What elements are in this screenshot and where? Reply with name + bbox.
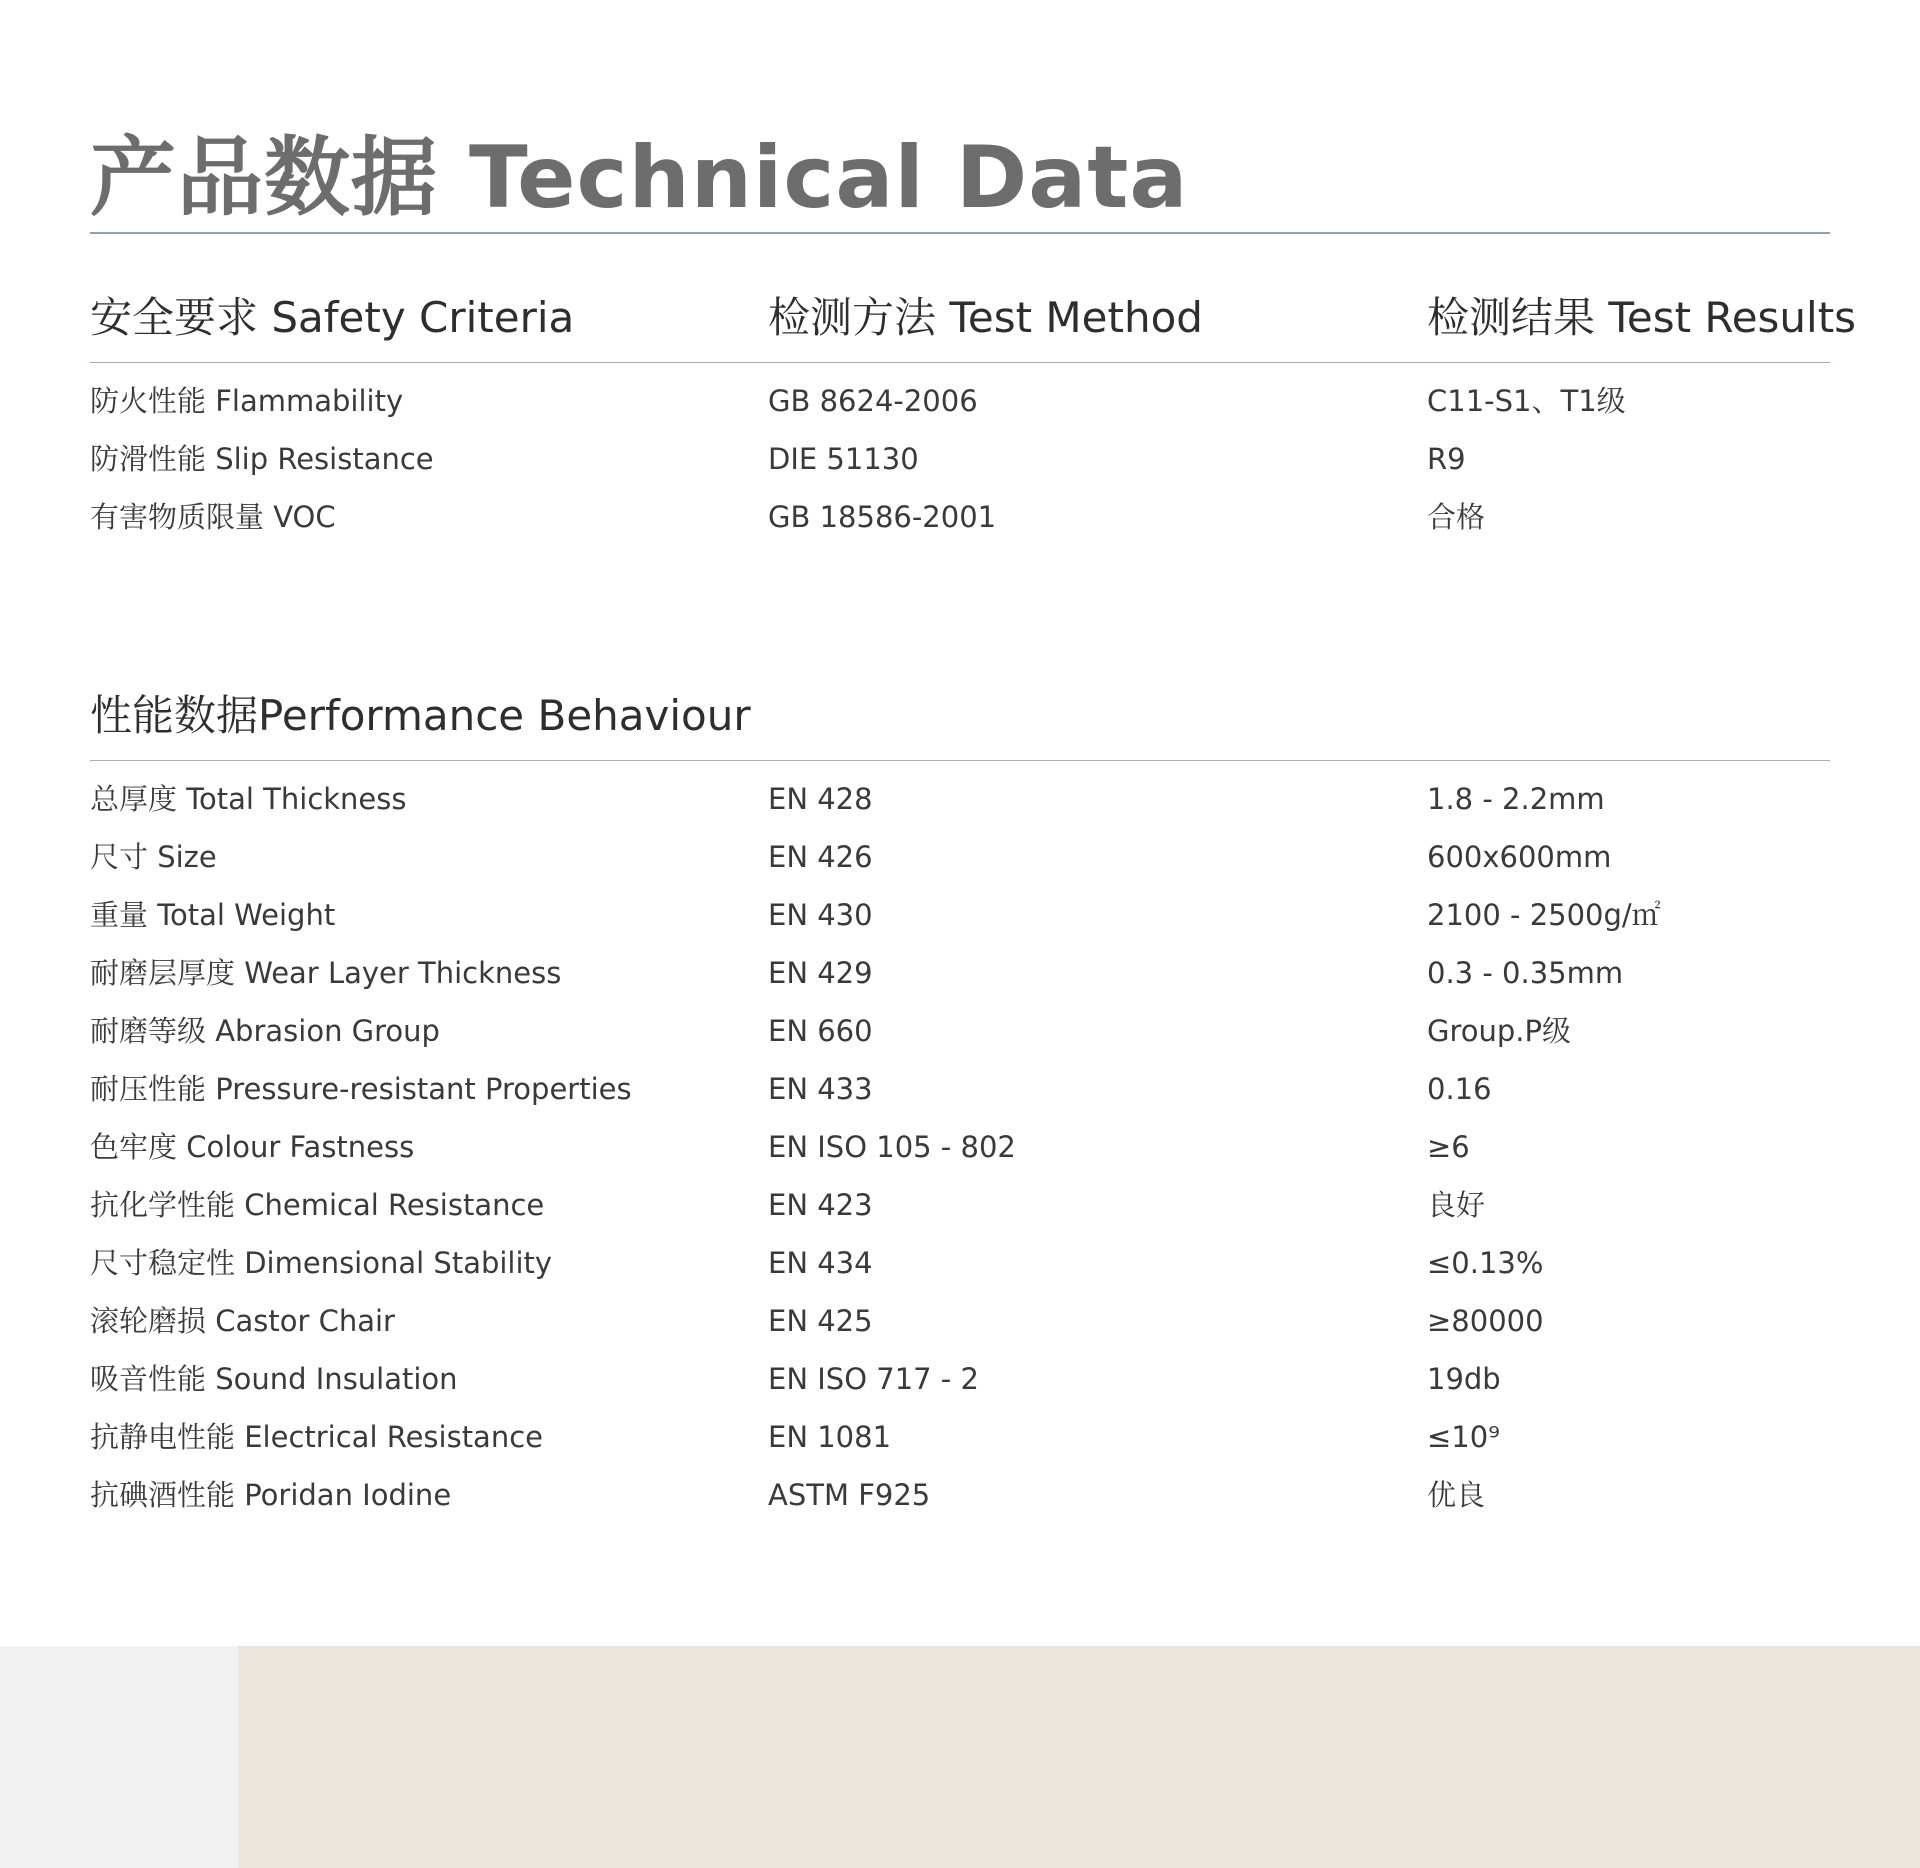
table-row [90,1408,1830,1466]
criteria-cell: 吸音性能 Sound Insulation [90,1362,458,1396]
table-row [90,1176,1830,1234]
result-cell: 2100 - 2500g/㎡ [1427,898,1661,932]
criteria-cell: 总厚度 Total Thickness [90,782,407,816]
table-row [90,372,1830,430]
result-cell: 良好 [1427,1188,1486,1222]
method-cell: DIE 51130 [768,442,919,476]
method-cell: EN 429 [768,956,873,990]
criteria-cell: 抗静电性能 Electrical Resistance [90,1420,543,1454]
method-cell: EN ISO 717 - 2 [768,1362,979,1396]
safety-header-divider [90,362,1830,363]
result-cell: R9 [1427,442,1466,476]
criteria-cell: 抗化学性能 Chemical Resistance [90,1188,545,1222]
criteria-cell: 尺寸 Size [90,840,217,874]
page-title: 产品数据 Technical Data [90,128,1189,228]
result-cell: 合格 [1427,500,1486,534]
criteria-cell: 有害物质限量 VOC [90,500,336,534]
table-row [90,828,1830,886]
safety-header-results: 检测结果 Test Results [1427,293,1857,342]
method-cell: ASTM F925 [768,1478,931,1512]
criteria-cell: 防滑性能 Slip Resistance [90,442,434,476]
footer-panel-left [0,1646,238,1868]
result-cell: 600x600mm [1427,840,1612,874]
method-cell: EN ISO 105 - 802 [768,1130,1016,1164]
result-cell: ≤0.13% [1427,1246,1544,1280]
method-cell: EN 660 [768,1014,873,1048]
method-cell: EN 425 [768,1304,873,1338]
table-row [90,1060,1830,1118]
method-cell: GB 8624-2006 [768,384,978,418]
safety-table [90,372,1830,546]
performance-header-divider [90,760,1830,761]
table-row [90,488,1830,546]
result-cell: 优良 [1427,1478,1486,1512]
method-cell: EN 430 [768,898,873,932]
method-cell: EN 426 [768,840,873,874]
safety-header-method: 检测方法 Test Method [768,293,1203,342]
result-cell: C11-S1、T1级 [1427,384,1626,418]
criteria-cell: 防火性能 Flammability [90,384,404,418]
method-cell: EN 428 [768,782,873,816]
result-cell: 19db [1427,1362,1501,1396]
method-cell: EN 1081 [768,1420,892,1454]
criteria-cell: 色牢度 Colour Fastness [90,1130,415,1164]
result-cell: 1.8 - 2.2mm [1427,782,1605,816]
performance-table [90,770,1830,1524]
result-cell: ≥80000 [1427,1304,1544,1338]
result-cell: ≥6 [1427,1130,1470,1164]
criteria-cell: 耐磨层厚度 Wear Layer Thickness [90,956,562,990]
safety-header-criteria: 安全要求 Safety Criteria [90,293,575,342]
criteria-cell: 抗碘酒性能 Poridan Iodine [90,1478,452,1512]
table-row [90,1292,1830,1350]
method-cell: EN 423 [768,1188,873,1222]
method-cell: EN 434 [768,1246,873,1280]
result-cell: Group.P级 [1427,1014,1571,1048]
criteria-cell: 耐磨等级 Abrasion Group [90,1014,440,1048]
criteria-cell: 重量 Total Weight [90,898,336,932]
table-row [90,770,1830,828]
table-row [90,944,1830,1002]
footer-panel-right [238,1646,1920,1868]
result-cell: 0.16 [1427,1072,1492,1106]
table-row [90,1234,1830,1292]
table-row [90,1350,1830,1408]
table-row [90,430,1830,488]
table-row [90,886,1830,944]
result-cell: ≤10⁹ [1427,1420,1500,1454]
performance-header-title: 性能数据Performance Behaviour [90,691,751,740]
criteria-cell: 尺寸稳定性 Dimensional Stability [90,1246,553,1280]
method-cell: GB 18586-2001 [768,500,997,534]
method-cell: EN 433 [768,1072,873,1106]
table-row [90,1002,1830,1060]
criteria-cell: 滚轮磨损 Castor Chair [90,1304,395,1338]
table-row [90,1118,1830,1176]
table-row [90,1466,1830,1524]
title-divider [90,232,1830,234]
result-cell: 0.3 - 0.35mm [1427,956,1624,990]
criteria-cell: 耐压性能 Pressure-resistant Properties [90,1072,632,1106]
